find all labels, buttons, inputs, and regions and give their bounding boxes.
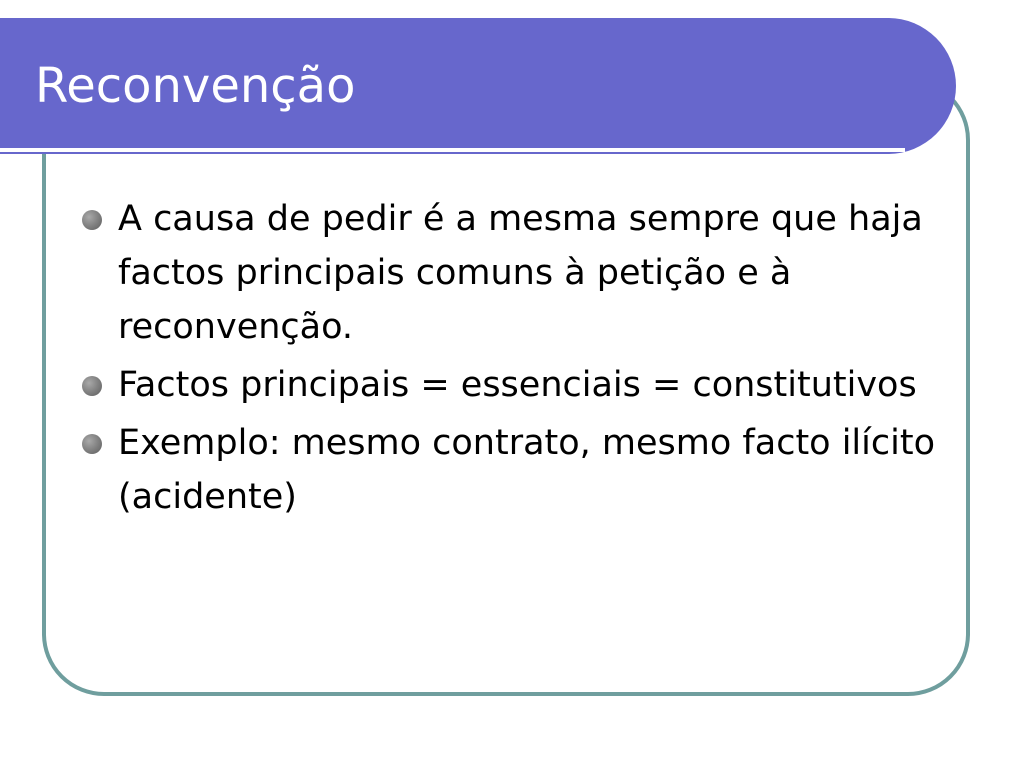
bullet-item — [80, 358, 960, 412]
title-underline — [0, 148, 905, 152]
bullet-list — [80, 192, 960, 528]
slide-title: Reconvenção — [35, 58, 356, 114]
bullet-dot-icon — [82, 434, 102, 454]
bullet-text: Factos principais = essenciais = constitutivos — [118, 365, 917, 405]
bullet-text: Exemplo: mesmo contrato, mesmo facto ilícito (acidente) — [118, 423, 935, 517]
bullet-text: A causa de pedir é a mesma sempre que haja factos principais comuns à petição e à reconvenção. — [118, 199, 923, 347]
bullet-item — [80, 416, 960, 524]
bullet-dot-icon — [82, 376, 102, 396]
bullet-dot-icon — [82, 210, 102, 230]
bullet-item — [80, 192, 960, 354]
title-bar — [0, 18, 956, 154]
